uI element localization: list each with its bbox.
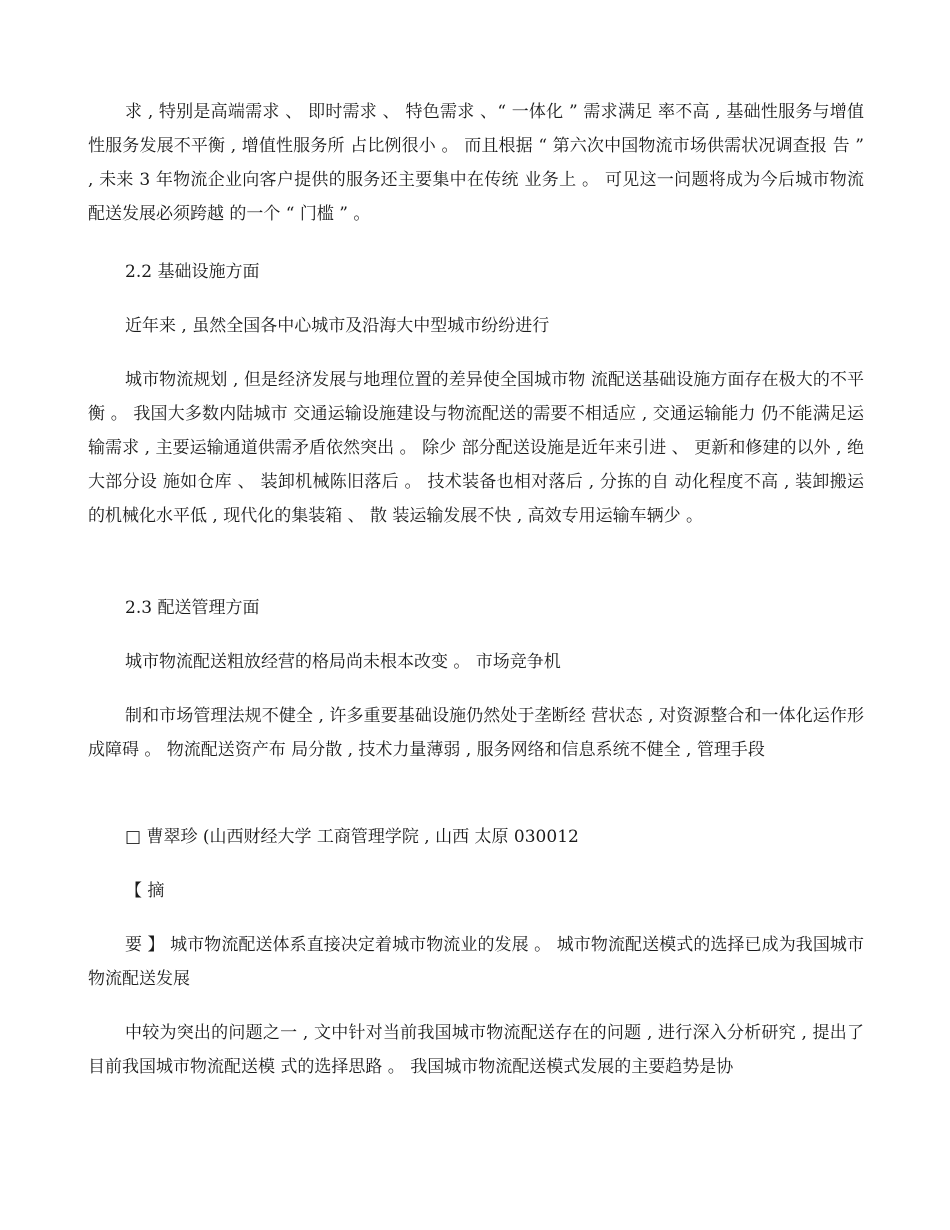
abstract-label: 【 摘 bbox=[125, 881, 165, 901]
paragraph-management-intro: 城市物流配送粗放经营的格局尚未根本改变 。 市场竞争机 bbox=[125, 652, 561, 672]
paragraph-infrastructure-intro: 近年来 , 虽然全国各中心城市及沿海大中型城市纷纷进行 bbox=[125, 316, 550, 336]
paragraph-infrastructure-body: 城市物流规划 , 但是经济发展与地理位置的差异使全国城市物 流配送基础设施方面存在极大的不平衡 。 我国大多数内陆城市 交通运输设施建设与物流配送的需要不相适应 , 交通运输能力 仍不能满足运输需求 , 主要运输通道供需矛盾依然突出 。 除少 部分配送设施是近年来引进 、 更新和修建的以外 , 绝大部分设 施如仓库 、 装卸机械陈旧落后 。 技术装备也相对落后 , 分拣的自 动化程度不高 , 装卸搬运的机械化水平低 , 现代化的集装箱 、 散 装运输发展不快 , 高效专用运输车辆少 。 bbox=[88, 370, 864, 526]
author-affiliation: □ 曹翠珍 (山西财经大学 工商管理学院 , 山西 太原 030012 bbox=[125, 827, 579, 847]
paragraph-management-body: 制和市场管理法规不健全 , 许多重要基础设施仍然处于垄断经 营状态 , 对资源整合和一体化运作形成障碍 。 物流配送资产布 局分散 , 技术力量薄弱 , 服务网络和信息系统不健全 , 管理手段 bbox=[88, 706, 864, 760]
paragraph-service-demand: 求 , 特别是高端需求 、 即时需求 、 特色需求 、“ 一体化 ” 需求满足 率不高 , 基础性服务与增值性服务发展不平衡 , 增值性服务所 占比例很小 。 而且根据 “ 第六次中国物流市场供需状况调查报 告 ” , 未来 3 年物流企业向客户提供的服务还主要集中在传统 业务上 。 可见这一问题将成为今后城市物流配送发展必须跨越 的一个 “ 门槛 ” 。 bbox=[88, 102, 864, 224]
heading-infrastructure: 2.2 基础设施方面 bbox=[125, 262, 260, 282]
heading-distribution-management: 2.3 配送管理方面 bbox=[125, 598, 260, 618]
abstract-text-part2: 中较为突出的问题之一 , 文中针对当前我国城市物流配送存在的问题 , 进行深入分析研究 , 提出了目前我国城市物流配送模 式的选择思路 。 我国城市物流配送模式发展的主要趋势是协 bbox=[88, 1023, 864, 1077]
abstract-text-part1: 要 】 城市物流配送体系直接决定着城市物流业的发展 。 城市物流配送模式的选择已成为我国城市物流配送发展 bbox=[88, 935, 864, 989]
